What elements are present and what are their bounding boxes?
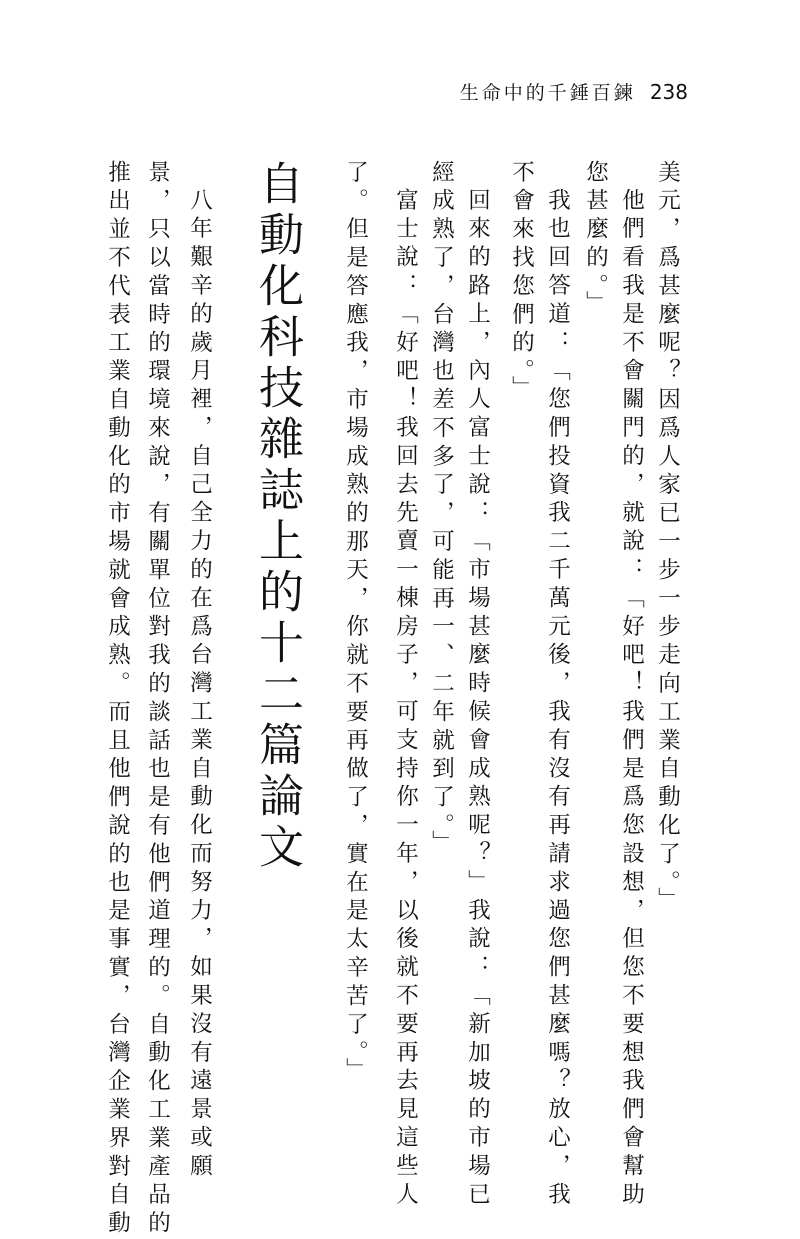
running-title: 生命中的千錘百鍊	[459, 82, 636, 104]
text-column-10: 八年艱辛的歲月裡，自己全力的在爲台灣工業自動化而努力，如果沒有遠景或願	[186, 188, 213, 1182]
text-column-8: 富士說：「好吧！我回去先賣一棟房子，可支持你一年，以後就不要再去見這些人	[392, 188, 419, 1211]
text-column-4: 我也回答道：「您們投資我二千萬元後，我有沒有再請求過您們甚麼嗎？放心，我	[544, 188, 571, 1211]
text-column-6: 回來的路上，內人富士說：「市場甚麼時候會成熟呢？」我說：「新加坡的市場已	[464, 188, 491, 1211]
chapter-title: 自動化科技雜誌上的十二篇論文	[251, 160, 304, 874]
text-column-2: 他們看我是不會關門的，就說：「好吧！我們是爲您設想，但您不要想我們會幫助	[618, 188, 645, 1211]
text-column-7: 經成熟了，台灣也差不多了，可能再一、二年就到了。」	[428, 160, 455, 859]
text-column-11: 景，只以當時的環境來說，有關單位對我的談話也是有他們道理的。自動化工業產品的	[144, 160, 171, 1239]
running-header	[460, 78, 688, 105]
text-column-3: 您甚麼的。」	[582, 160, 609, 320]
text-column-9: 了。但是答應我，市場成熟的那天，你就不要再做了，實在是太辛苦了。」	[342, 160, 369, 1086]
text-column-5: 不會來找您們的。」	[508, 160, 535, 405]
page-number: 238	[649, 80, 688, 104]
text-column-12: 推出並不代表工業自動化的市場就會成熟。而且他們說的也是事實，台灣企業界對自動	[104, 160, 131, 1239]
text-column-1: 美元，爲甚麼呢？因爲人家已一步一步走向工業自動化了。」	[654, 160, 681, 916]
